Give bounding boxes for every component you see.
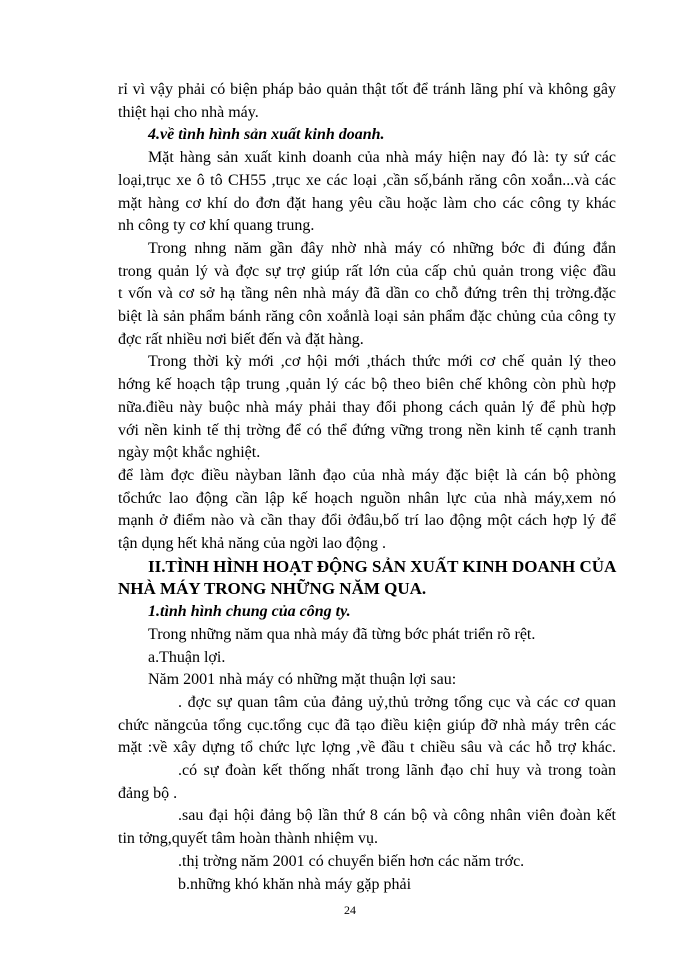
text-line: .thị trờng năm 2001 có chuyển biến hơn các năm trớc. — [178, 852, 525, 870]
section-heading: NHÀ MÁY TRONG NHỮNG NĂM QUA. — [118, 579, 427, 599]
text-line: t vốn và cơ sở hạ tầng nên nhà máy đã dần co chỗ đứng trên thị trờng.đặc — [118, 285, 616, 303]
text-line: Mặt hàng sản xuất kinh doanh của nhà máy hiện nay đó là: ty sứ các — [148, 149, 616, 167]
text-line: . đợc sự quan tâm của đảng uỷ,thủ trởng tổng cục và các cơ quan — [178, 693, 616, 711]
text-line: b.những khó khăn nhà máy gặp phải — [178, 875, 412, 893]
text-line: .có sự đoàn kết thống nhất trong lãnh đạo chỉ huy và trong toàn — [178, 762, 616, 779]
text-line: đảng bộ . — [118, 784, 178, 802]
text-line: đợc rất nhiều nơi biết đến và đặt hàng. — [118, 330, 364, 348]
text-line: loại,trục xe ô tô CH55 ,trục xe các loại ,cần số,bánh răng côn xoắn...và các — [118, 171, 616, 189]
text-line: mạnh ở điểm nào và cần thay đổi ởđâu,bố trí lao động một cách hợp lý để — [118, 512, 616, 530]
text-line: mặt :về xây dựng tổ chức lực lợng ,về đầu t chiều sâu và các hỗ trợ khác. — [118, 739, 616, 757]
text-line: trong quản lý và đợc sự trợ giúp rất lớn của cấp chủ quản trong việc đầu — [118, 262, 616, 280]
page-number: 24 — [344, 903, 356, 917]
text-line: Năm 2001 nhà máy có những mặt thuận lợi sau: — [148, 671, 457, 689]
section-heading: II.TÌNH HÌNH HOẠT ĐỘNG SẢN XUẤT KINH DOANH CỦA — [148, 556, 617, 576]
text-line: tổchức lao động cần lập kế hoạch nguồn nhân lực của nhà máy,xem nó — [118, 489, 616, 507]
text-line: Trong những năm qua nhà máy đã từng bớc phát triển rõ rệt. — [148, 625, 536, 643]
text-line: nữa.điều này buộc nhà máy phải thay đổi phong cách quản lý để phù hợp — [118, 398, 616, 416]
text-line: mặt hàng cơ khí do đơn đặt hang yêu cầu hoặc làm cho các công ty khác — [118, 194, 616, 212]
text-line: tận dụng hết khả năng của ngời lao động . — [118, 535, 386, 552]
text-line: tin tởng,quyết tâm hoàn thành nhiệm vụ. — [118, 830, 378, 848]
text-line: .sau đại hội đảng bộ lần thứ 8 cán bộ và công nhân viên đoàn kết — [178, 807, 616, 825]
text-line: thiệt hại cho nhà máy. — [118, 103, 259, 121]
text-line: a.Thuận lợi. — [148, 648, 226, 666]
text-line: ngày một khắc nghiệt. — [118, 444, 261, 462]
subsection-heading: 4.về tình hình sản xuất kinh doanh. — [148, 126, 385, 144]
text-line: nh công ty cơ khí quang trung. — [118, 217, 315, 235]
subsection-heading: 1.tình hình chung của công ty. — [148, 603, 351, 621]
text-line: với nền kinh tế thị trờng để có thể đứng vững trong nền kinh tế cạnh tranh — [118, 421, 616, 439]
text-line: rỉ vì vậy phải có biện pháp bảo quản thật tốt để tránh lãng phí và không gây — [118, 81, 616, 98]
text-line: Trong thời kỳ mới ,cơ hội mới ,thách thức mới cơ chế quản lý theo — [148, 353, 616, 371]
text-line: biệt là sản phẩm bánh răng côn xoắnlà loại sản phẩm đặc chủng của công ty — [118, 308, 616, 325]
text-line: Trong nhng năm gần đây nhờ nhà máy có những bớc đi đúng đắn — [148, 239, 616, 257]
text-line: chức năngcủa tổng cục.tổng cục đã tạo điều kiện giúp đỡ nhà máy trên các — [118, 716, 616, 734]
text-line: để làm đợc điều nàyban lãnh đạo của nhà máy đặc biệt là cán bộ phòng — [118, 466, 616, 484]
text-line: hớng kế hoạch tập trung ,quản lý các bộ theo biên chế không còn phù hợp — [118, 376, 616, 394]
